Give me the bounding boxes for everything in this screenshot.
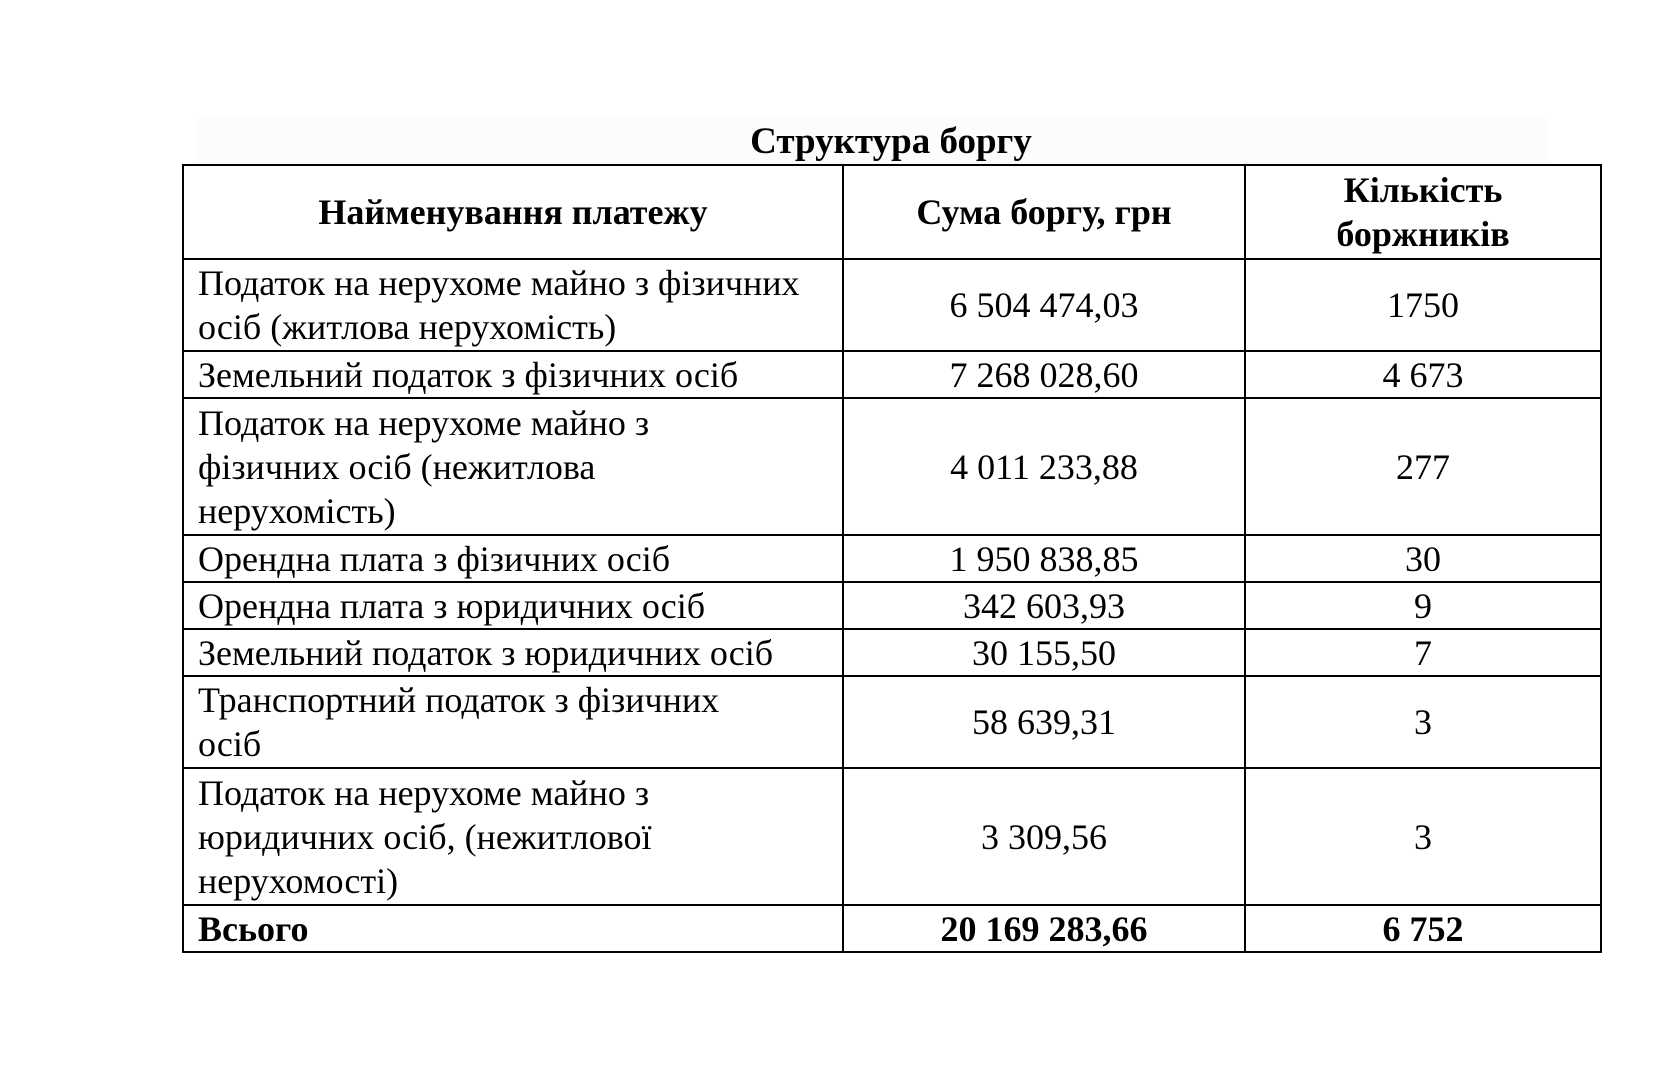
total-label-cell: Всього — [183, 905, 843, 952]
table-row — [183, 351, 1601, 398]
debt-sum-cell: 3 309,56 — [843, 768, 1245, 905]
payment-name-cell: Земельний податок з фізичних осіб — [183, 351, 843, 398]
payment-name-cell: Податок на нерухоме майно з юридичних осіб, (нежитлової нерухомості) — [183, 768, 843, 905]
debt-sum-cell: 6 504 474,03 — [843, 259, 1245, 351]
header-debt-sum: Сума боргу, грн — [843, 165, 1245, 259]
table-row — [183, 629, 1601, 676]
payment-name-cell: Орендна плата з юридичних осіб — [183, 582, 843, 629]
total-row — [183, 905, 1601, 952]
table-row — [183, 259, 1601, 351]
total-count-cell: 6 752 — [1245, 905, 1601, 952]
debtors-count-cell: 277 — [1245, 398, 1601, 535]
header-row — [183, 165, 1601, 259]
header-payment-name: Найменування платежу — [183, 165, 843, 259]
debtors-count-cell: 1750 — [1245, 259, 1601, 351]
payment-name-cell: Орендна плата з фізичних осіб — [183, 535, 843, 582]
debt-sum-cell: 342 603,93 — [843, 582, 1245, 629]
debtors-count-cell: 9 — [1245, 582, 1601, 629]
table-row — [183, 535, 1601, 582]
table-title: Структура боргу — [750, 121, 1032, 162]
debt-sum-cell: 58 639,31 — [843, 676, 1245, 768]
table-row — [183, 768, 1601, 905]
debt-sum-cell: 7 268 028,60 — [843, 351, 1245, 398]
debtors-count-cell: 4 673 — [1245, 351, 1601, 398]
payment-name-cell: Земельний податок з юридичних осіб — [183, 629, 843, 676]
table-row — [183, 676, 1601, 768]
debtors-count-cell: 30 — [1245, 535, 1601, 582]
debt-sum-cell: 4 011 233,88 — [843, 398, 1245, 535]
payment-name-cell: Транспортний податок з фізичних осіб — [183, 676, 843, 768]
payment-name-cell: Податок на нерухоме майно з фізичних осіб (житлова нерухомість) — [183, 259, 843, 351]
table-row — [183, 582, 1601, 629]
debtors-count-cell: 3 — [1245, 768, 1601, 905]
table-row — [183, 398, 1601, 535]
header-debtors-count: Кількість боржників — [1245, 165, 1601, 259]
debtors-count-cell: 7 — [1245, 629, 1601, 676]
debt-structure-table — [182, 164, 1602, 953]
debtors-count-cell: 3 — [1245, 676, 1601, 768]
debt-sum-cell: 30 155,50 — [843, 629, 1245, 676]
total-sum-cell: 20 169 283,66 — [843, 905, 1245, 952]
debt-sum-cell: 1 950 838,85 — [843, 535, 1245, 582]
payment-name-cell: Податок на нерухоме майно з фізичних осіб (нежитлова нерухомість) — [183, 398, 843, 535]
